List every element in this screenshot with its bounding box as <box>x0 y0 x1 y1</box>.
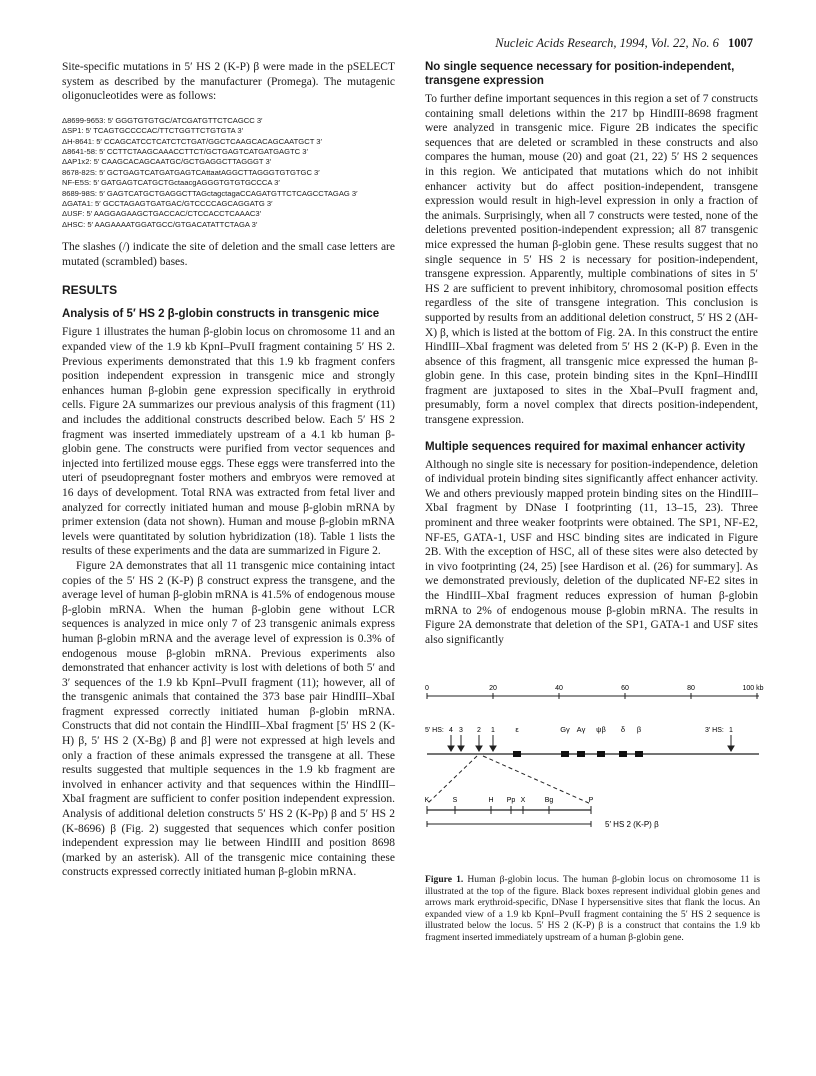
gene-box-epsilon <box>513 751 521 757</box>
oligo-list <box>62 116 395 230</box>
hs-number: 3 <box>459 727 463 734</box>
results-paragraph-1: Figure 1 illustrates the human β-globin locus on chromosome 11 and an expanded view of the 1.9 kb KpnI–PvuII fragment containing 5′ HS 2. Previous experiments demonstrated that this 1.9 kb fragment confers position independent expression in transgenic mice and strongly enhances human β-globin gene expression specifically in erythroid cells. Figure 2A summarizes our previous analysis of this fragment (11) and includes the additional constructs described below. Each 5′ HS 2 fragment was inserted immediately upstream of a 4.1 kb human β-globin gene. The constructs were purified from vector sequences and injected into fertilized mouse eggs. These eggs were transferred into the uteri of pseudopregnant foster mothers and embryos were removed at 16 days of development. Total RNA was extracted from fetal liver and analyzed for correctly initiated human and mouse β-globin mRNA by primer extension (data not shown). Human and mouse β-globin mRNA levels were quantitated by solution hybridization (18). Table 1 lists the results of these experiments and the data are summarized in Figure 2. <box>62 326 395 558</box>
gene-label: ψβ <box>596 725 606 734</box>
methods-intro: Site-specific mutations in 5′ HS 2 (K-P) β were made in the pSELECT system as described by the manufacturer (Promega). The mutagenic oligonucleotides were as follows: <box>62 61 395 103</box>
journal-citation: Nucleic Acids Research, 1994, Vol. 22, No. 6 <box>495 36 719 50</box>
caption-text: Human β-globin locus. The human β-globin locus on chromosome 11 is illustrated at the top of the figure. Black boxes represent individual globin genes and arrows mark erythroid-specific, DNase I hypersensitive sites that flank the locus. An expanded view of a 1.9 kb KpnI–PvuII fragment containing the 5′ HS 2 sequence is illustrated below the locus. 5′ HS 2 (K-P) β is a construct that contains the 1.9 kb fragment inserted immediately upstream of a human β-globin gene. <box>425 874 760 943</box>
caption-label: Figure 1. <box>425 874 464 885</box>
site-label: Bg <box>544 797 554 804</box>
locus-diagram <box>425 684 765 864</box>
results-paragraph-2: Figure 2A demonstrates that all 11 transgenic mice containing intact copies of the 5′ HS 2 (K-P) β construct express the transgene, and the average level of human β-globin mRNA is 41.5% of endogenous mouse β-globin mRNA. When the human β-globin gene without LCR sequences is analyzed in mice only 7 of 23 transgenic animals express human β-globin mRNA and the average level of expression is 0.3% of endogenous mouse β-globin mRNA. Previous experiments also demonstrated that enhancer activity is lost with deletions of both 5′ and 3′ sequences of the 1.9 kb KpnI–PvuII fragment (11); however, all of the transgenic animals that contained the 373 base pair HindIII–XbaI fragment expressed correctly initiated human β-globin mRNA. Constructs that did not contain the HindIII–XbaI fragment [5′ HS 2 (K-H) β, 5′ HS 2 (X-Bg) β and β] were not expressed at high levels and only a fraction of these animals expressed the transgene at all. These results suggested that multiple sequences in the 1.9 kb fragment are involved in enhancer activity and that sequences within the HindIII–XbaI fragment are sufficient to confer position independent expression. Analysis of additional deletion constructs 5′ HS 2 (K-Pp) β and 5′ HS 2 (K-8696) β (Fig. 2) suggested that sequences which confer position independent expression may lie between HindIII and position 8698 (marked by an asterisk). All of the transgenic mice containing these constructs expressed correctly initiated human β-globin mRNA. <box>62 559 395 879</box>
expansion-line <box>483 756 591 804</box>
oligo-item: 8678-82S: 5′ GCTGAGTCATGATGAGTCAttaatAGGCTTAGGGTGTGTGC 3′ <box>62 167 320 177</box>
gene-box-a-gamma <box>577 751 585 757</box>
slashes-note: The slashes (/) indicate the site of deletion and the small case letters are mutated (scrambled) bases. <box>62 241 395 268</box>
left-column <box>62 60 395 880</box>
oligo-item: Δ8699-9653: 5′ GGGTGTGTGC/ATCGATGTTCTCAGCC 3′ <box>62 115 263 125</box>
running-header <box>495 36 753 51</box>
hs-number: 4 <box>449 727 453 734</box>
gene-box-beta <box>635 751 643 757</box>
oligo-item: Δ8641-58: 5′ CCTTCTAAGCAAACCTTCT/GCTGAGTCATGATGAGTC 3′ <box>62 147 308 156</box>
right-paragraph-1: To further define important sequences in this region a set of 7 constructs containing small deletions within the 217 bp HindIII-8698 fragment were analyzed in transgenic mice. Figure 2B indicates the specific sequences that are deleted or scrambled in these constructs and also compares the human, mouse (20) and goat (21, 22) 5′ HS 2 sequences in this region. We anticipated that mutations which do not inhibit enhancer activity but do affect position-independent, transgene expression would result in high-level expression in only a fraction of the animals. Surprisingly, when all 7 constructs were tested, none of the deletions prevented position-independent expression; all 87 transgenic mice expressed the human β-globin gene. These results suggest that no single sequence in 5′ HS 2 is necessary for position-independent, transgene expression. Apparently, multiple combinations of sites in 5′ HS 2 are sufficient to prevent inhibitory, chromosomal position effects regardless of the site of transgene integration. This conclusion is supported by results from an additional deletion construct, 5′ HS 2 (ΔH-X) β, which is listed at the bottom of Fig. 2A. In this construct the entire HindIII–XbaI fragment was deleted from 5′ HS 2 (K-P) β. Even in the absence of this fragment, all transgenic mice expressed the human β-globin gene. In this case, protein binding sites in the KpnI–HindIII fragment are juxtaposed to sites in the XbaI–PvuII fragment and, presumably, form a novel complex that directs position-independent, transgene expression. <box>425 93 758 427</box>
oligo-item: ΔAP1x2: 5′ CAAGCACAGCAATGC/GCTGAGGCTTAGGGT 3′ <box>62 157 272 167</box>
section-subheading: Analysis of 5′ HS 2 β-globin constructs in transgenic mice <box>62 308 380 321</box>
hs3-label: 3′ HS: <box>705 727 724 734</box>
site-label: X <box>520 797 526 804</box>
figure-1-caption <box>425 874 760 944</box>
oligo-item: 8689-98S: 5′ GAGTCATGCTGAGGCTTAGctagctagaCCAGATGTTCTCAGCCTAGAG 3′ <box>62 188 358 198</box>
construct-label: 5′ HS 2 (K-P) β <box>605 820 659 829</box>
scale-label: 60 <box>621 685 629 692</box>
results-heading: RESULTS <box>62 283 118 298</box>
oligo-item: ΔH-8641: 5′ CCAGCATCCTCATCTCTGAT/GGCTCAAGCACAGCAATGCT 3′ <box>62 136 322 146</box>
oligo-item: ΔUSF: 5′ AAGGAGAAGCTGACCAC/CTCCACCTCAAAC3′ <box>62 209 262 219</box>
hs-number: 1 <box>491 727 495 734</box>
hs5-label: 5′ HS: <box>425 727 444 734</box>
oligo-item: NF-E5S: 5′ GATGAGTCATGCTGctaacgAGGGTGTGTGCCCA 3′ <box>62 178 280 188</box>
gene-box-psi-beta <box>597 751 605 757</box>
scale-label: 20 <box>489 685 497 692</box>
scale-label: 0 <box>425 685 429 692</box>
gene-box-delta <box>619 751 627 757</box>
scale-label: 40 <box>555 685 563 692</box>
hs-number: 2 <box>477 727 481 734</box>
gene-label: Aγ <box>576 725 586 734</box>
hs-arrows <box>448 735 734 751</box>
site-label: Pp <box>506 797 516 804</box>
hs-number: 1 <box>729 727 733 734</box>
site-label: P <box>588 797 594 804</box>
oligo-item: ΔGATA1: 5′ GCCTAGAGTGATGAC/GTCCCCAGCAGGATG 3′ <box>62 199 273 209</box>
section-heading-enhancer: Multiple sequences required for maximal enhancer activity <box>425 440 746 453</box>
scale-label: 100 kb <box>742 685 764 692</box>
gene-label: ε <box>515 725 519 734</box>
oligo-item: ΔSP1: 5′ TCAGTGCCCCAC/TTCTGGTTCTGTGTA 3′ <box>62 126 244 136</box>
gene-label: β <box>636 725 642 734</box>
site-label: K <box>425 797 430 804</box>
gene-label: δ <box>620 725 626 734</box>
figure-1-locus-map <box>425 684 765 864</box>
oligo-item: ΔHSC: 5′ AAGAAAATGGATGCC/GTGACATATTCTAGA 3′ <box>62 219 258 229</box>
site-label: S <box>452 797 458 804</box>
page-number: 1007 <box>728 36 753 50</box>
section-heading-position-independent: No single sequence necessary for position-independent, transgene expression <box>425 61 735 87</box>
gene-label: Gγ <box>560 725 570 734</box>
site-label: H <box>488 797 494 804</box>
scale-label: 80 <box>687 685 695 692</box>
right-paragraph-2: Although no single site is necessary for position-independence, deletion of individual protein binding sites significantly affect enhancer activity. We and others previously mapped protein binding sites on the HindIII–XbaI fragment by DNase I footprinting (11, 13–15, 23). Three prominent and three weaker footprints were obtained. The SP1, NF-E2, NF-E5, GATA-1, USF and HSC binding sites are indicated in Figure 2B. With the exception of HSC, all of these sites were also detected by in vivo footprinting (24, 25) [see Hardison et al. (26) for summary]. As we demonstrated previously, deletion of the duplicated NF-E2 sites in the HindIII–XbaI fragment reduces expression of human β-globin mRNA to 2% of endogenous mouse β-globin mRNA. The results in Figure 2A demonstrate that deletion of the SP1, GATA-1 and USF sites also significantly <box>425 458 758 646</box>
right-column <box>425 60 758 647</box>
gene-box-g-gamma <box>561 751 569 757</box>
